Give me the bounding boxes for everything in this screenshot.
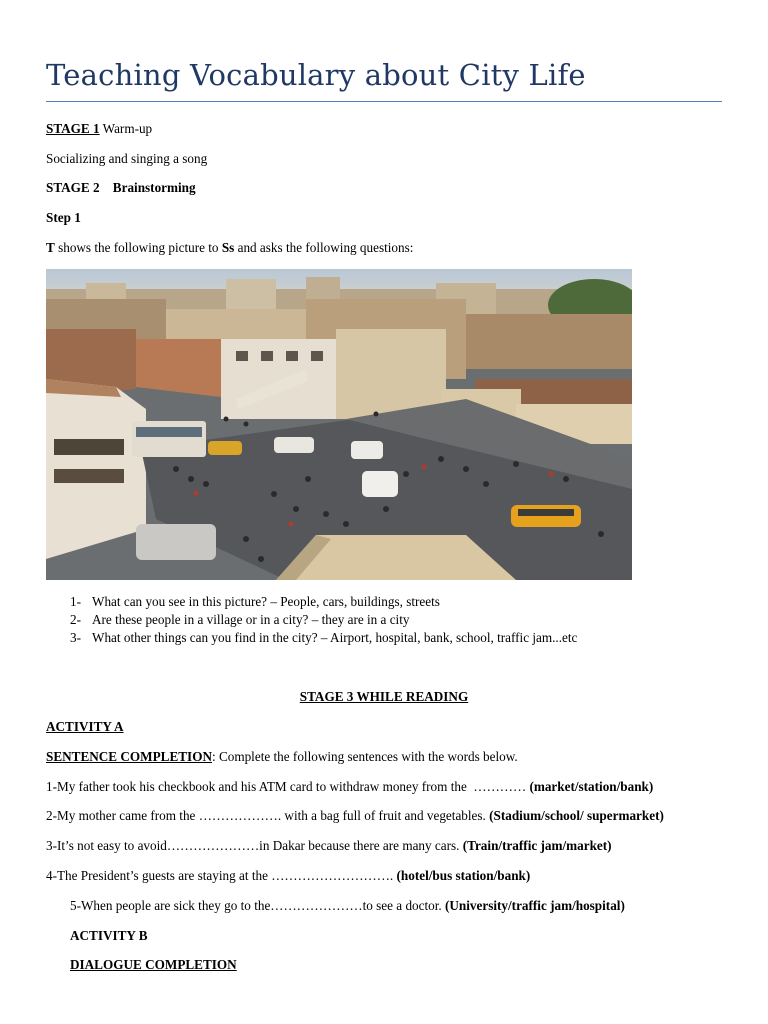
sentence-text: 4-The President’s guests are staying at the ………………………. [46,868,397,883]
sentence-options: (Stadium/school/ supermarket) [489,808,664,823]
intro-line [46,240,413,256]
sentence-text: 2-My mother came from the ………………. with a bag full of fruit and vegetables. [46,808,490,823]
question-item [70,630,577,648]
question-number: 1- [70,594,81,609]
socializing-text: Socializing and singing a song [46,151,208,166]
stage-1-label: STAGE 1 [46,121,100,136]
sentence-item [46,838,612,854]
sentence-item [70,898,625,914]
sentence-completion-text: : Complete the following sentences with the words below. [211,749,518,764]
stage-1-line [46,121,152,137]
sentence-completion-line [46,749,518,765]
question-item [70,594,577,612]
question-text: Are these people in a village or in a city? – they are in a city [92,612,410,627]
intro-end: and asks the following questions: [234,240,414,255]
page-title: Teaching Vocabulary about City Life [46,58,586,92]
question-text: What can you see in this picture? – People, cars, buildings, streets [92,594,440,609]
sentence-item [46,779,653,795]
city-street-illustration [46,269,632,580]
question-number: 2- [70,612,81,627]
stage-1-text: Warm-up [99,121,153,136]
dialogue-completion-heading: DIALOGUE COMPLETION [70,957,237,972]
activity-b-heading: ACTIVITY B [70,928,148,943]
sentence-text: 3-It’s not easy to avoid…………………in Dakar because there are many cars. [46,838,463,853]
question-list [70,594,577,648]
sentence-completion-label: SENTENCE COMPLETION [46,749,212,764]
intro-teacher: T [46,240,55,255]
intro-students: Ss [221,240,235,255]
intro-mid: shows the following picture to [54,240,222,255]
sentence-item [46,868,530,884]
sentence-item [46,808,664,824]
step-1-heading: Step 1 [46,210,81,225]
stage-2-heading: STAGE 2 Brainstorming [46,180,196,195]
sentence-options: (market/station/bank) [529,779,654,794]
sentence-options: (University/traffic jam/hospital) [445,898,625,913]
city-street-photo [46,269,632,580]
sentence-options: (Train/traffic jam/market) [462,838,612,853]
question-number: 3- [70,630,81,645]
activity-a-heading: ACTIVITY A [46,719,124,734]
sentence-text: 1-My father took his checkbook and his ATM card to withdraw money from the ………… [46,779,530,794]
question-text: What other things can you find in the city? – Airport, hospital, bank, school, traffic jam...etc [92,630,578,645]
sentence-options: (hotel/bus station/bank) [396,868,531,883]
stage-3-heading: STAGE 3 WHILE READING [299,689,469,704]
sentence-text: 5-When people are sick they go to the…………………to see a doctor. [70,898,446,913]
title-rule [46,101,722,102]
question-item [70,612,577,630]
